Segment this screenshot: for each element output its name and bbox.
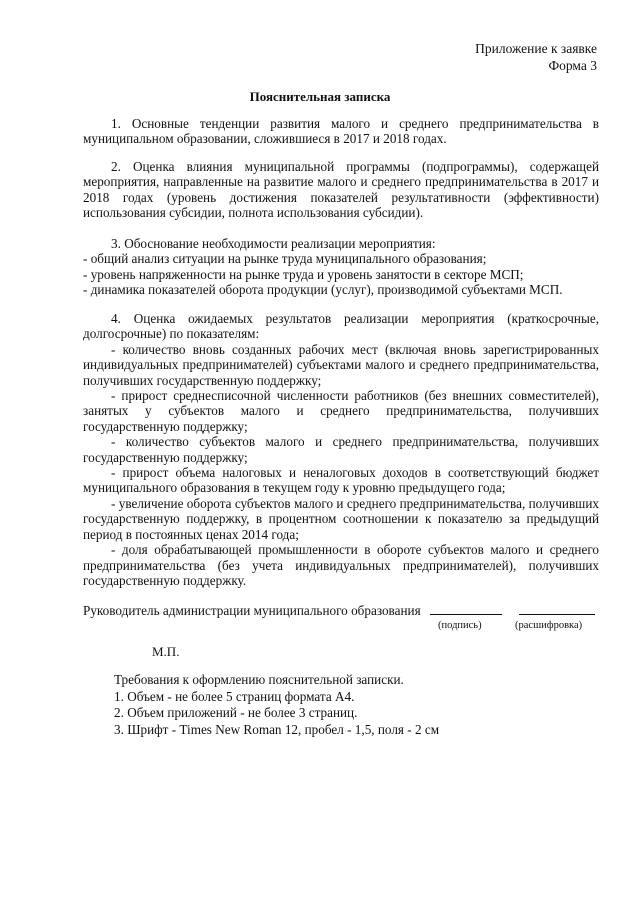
requirement-item: 2. Объем приложений - не более 3 страниц. [114,705,358,720]
form-number: Форма 3 [548,58,597,73]
requirements-heading: Требования к оформлению пояснительной записки. [114,672,404,687]
attachment-label: Приложение к заявке [475,41,597,56]
section-4-heading: 4. Оценка ожидаемых результатов реализации мероприятия (краткосрочные, долгосрочные) по показателям: [83,311,599,342]
list-item: - доля обрабатывающей промышленности в обороте субъектов малого и среднего предпринимательства (без учета индивидуальных предпринимателей), получивших государственную поддержку. [83,542,599,588]
section-1 [83,116,599,147]
section-3-heading: 3. Обоснование необходимости реализации мероприятия: [111,236,436,251]
signature-block [83,603,603,619]
requirement-item: 1. Объем - не более 5 страниц формата А4. [114,688,355,704]
section-2 [83,159,599,221]
signature-label: Руководитель администрации муниципального образования [83,603,421,618]
list-item: - динамика показателей оборота продукции (услуг), производимой субъектами МСП. [83,282,563,298]
list-item: - прирост объема налоговых и неналоговых доходов в соответствующий бюджет муниципального образования в текущем году к уровню предыдущего года; [83,465,599,496]
list-item: - прирост среднесписочной численности работников (без внешних совместителей), занятых у субъектов малого и среднего предпринимательства, получивших государственную поддержку; [83,388,599,434]
section-1-text: 1. Основные тенденции развития малого и среднего предпринимательства в муниципальном образовании, сложившиеся в 2017 и 2018 годах. [83,116,599,147]
list-item: - уровень напряженности на рынке труда и уровень занятости в секторе МСП; [83,266,524,282]
document-title: Пояснительная записка [249,89,391,104]
list-item: - количество вновь созданных рабочих мест (включая вновь зарегистрированных индивидуальных предпринимателей) субъектами малого и среднего предпринимательства, получивших государственную поддержку; [83,341,599,388]
attachment-header [475,40,597,74]
decoding-line [519,603,595,615]
list-item: - увеличение оборота субъектов малого и среднего предпринимательства, получивших государственную поддержку, в процентном соотношении к показателю за предыдущий период в постоянных ценах 2014 года; [83,495,599,542]
signature-caption: (подпись) [438,620,482,631]
requirement-item: 3. Шрифт - Times New Roman 12, пробел - 1,5, поля - 2 см [114,721,440,737]
list-item: - общий анализ ситуации на рынке труда муниципального образования; [83,251,487,267]
decoding-caption: (расшифровка) [515,620,583,631]
section-2-text: 2. Оценка влияния муниципальной программы (подпрограммы), содержащей мероприятия, направленные на развитие малого и среднего предпринимательства в 2017 и 2018 годах (уровень достижения показателей результативности (эффективности) использования субсидии, полнота использования субсидии). [83,159,599,221]
section-4 [83,311,599,588]
section-3 [83,236,599,298]
signature-line [430,603,502,615]
requirements-block [114,672,439,738]
stamp-place: М.П. [152,644,180,659]
list-item: - количество субъектов малого и среднего предпринимательства, получивших государственную поддержку; [83,434,599,465]
